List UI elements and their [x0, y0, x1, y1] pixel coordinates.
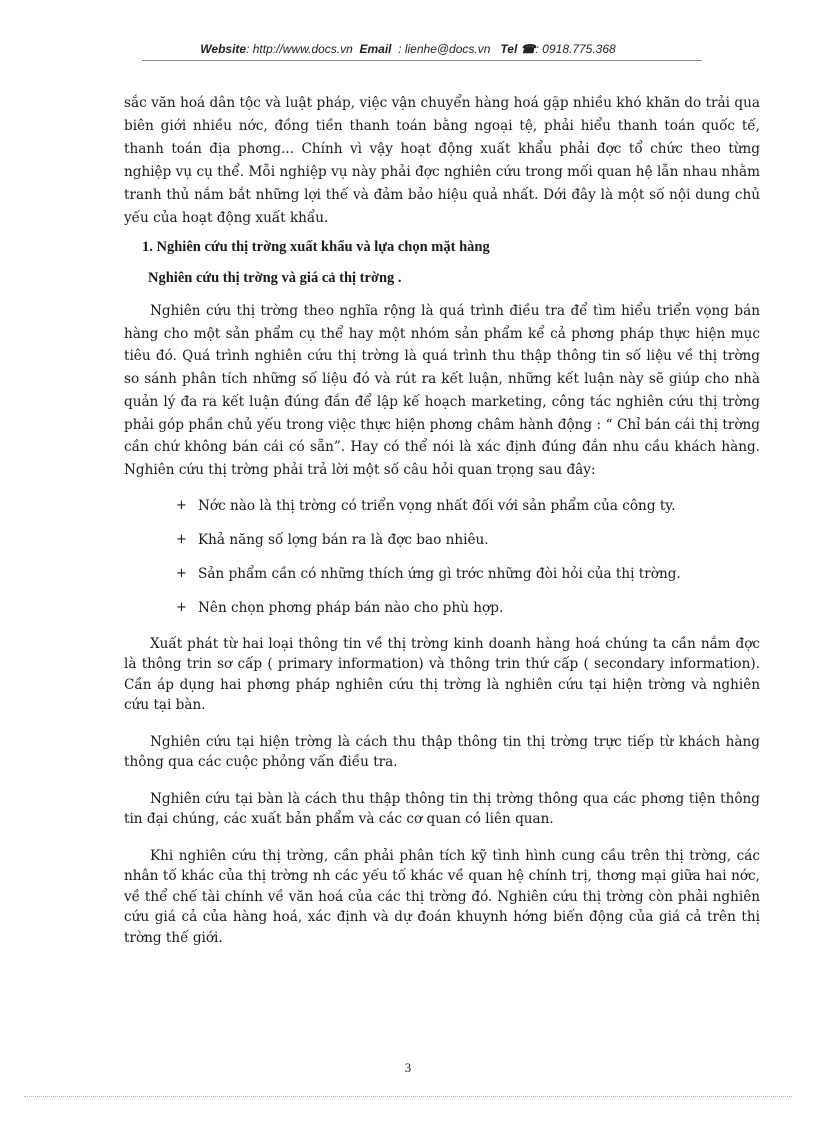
footer-divider	[24, 1096, 792, 1097]
list-item	[176, 598, 760, 618]
subheading: Nghiên cứu thị trờng và giá cả thị trờng .	[148, 270, 402, 286]
tel-label: Tel	[500, 42, 518, 56]
paragraph-market-analysis: Khi nghiên cứu thị trờng, cần phải phân tích kỹ tình hình cung cầu trên thị trờng, các nhân tố khác của thị trờng nh các yếu tố khác về quan hệ chính trị, thơng mại giữa hai nớc, về thể chế tài chính về văn hoá của các thị trờng đó. Nghiên cứu thị trờng còn phải nghiên cứu giá cả của hàng hoá, xác định và dự đoán khuynh hớng biến động của giá cả trên thị trờng thế giới.	[124, 847, 760, 946]
list-item	[176, 496, 760, 516]
bullet-text: Khả năng số lợng bán ra là đợc bao nhiêu.	[198, 531, 489, 548]
bullet-text: Nên chọn phơng pháp bán nào cho phù hợp.	[198, 599, 504, 616]
website-value: : http://www.docs.vn	[246, 42, 353, 56]
bullet-plus-icon: +	[176, 497, 187, 513]
page-number: 3	[404, 1060, 412, 1075]
email-value: : lienhe@docs.vn	[398, 42, 491, 56]
paragraph-research: Nghiên cứu thị trờng theo nghĩa rộng là quá trình điều tra để tìm hiểu triển vọng bán hàng cho một sản phẩm cụ thể hay một nhóm sản phẩm kể cả phơng pháp thực hiện mục tiêu đó. Quá trình nghiên cứu thị trờng là quá trình thu thập thông tin số liệu về thị trờng so sánh phân tích những số liệu đó và rút ra kết luận, những kết luận này sẽ giúp cho nhà quản lý đa ra kết luận đúng đắn để lập kế hoạch marketing, công tác nghiên cứu thị trờng phải góp phần chủ yếu trong việc thực hiện phơng châm hành động : “ Chỉ bán cái thị trờng cần chứ không bán cái có sẵn”. Hay có thể nói là xác định đúng đắn nhu cầu khách hàng. Nghiên cứu thị trờng phải trả lời một số câu hỏi quan trọng sau đây:	[124, 303, 760, 478]
list-item	[176, 530, 760, 550]
paragraph-desk-research: Nghiên cứu tại bàn là cách thu thập thông tin thị trờng thông qua các phơng tiện thông tin đại chúng, các xuất bản phẩm và các cơ quan có liên quan.	[124, 790, 760, 828]
bullet-plus-icon: +	[176, 599, 187, 615]
paragraph-info-types: Xuất phát từ hai loại thông tin về thị trờng kinh doanh hàng hoá chúng ta cần nắm đợc là thông trin sơ cấp ( primary information) và thông trin thứ cấp ( secondary information). Cần áp dụng hai phơng pháp nghiên cứu thị trờng là nghiên cứu tại hiện trờng và nghiên cứu tại bàn.	[124, 635, 760, 714]
document-body	[124, 92, 760, 948]
bullet-plus-icon: +	[176, 531, 187, 547]
phone-icon: ☎	[520, 42, 536, 56]
website-label: Website	[200, 42, 247, 56]
list-item	[176, 564, 760, 584]
header-divider	[142, 60, 702, 61]
section-heading: 1. Nghiên cứu thị trờng xuất khẩu và lựa chọn mặt hàng	[142, 239, 490, 255]
paragraph-intro: sắc văn hoá dân tộc và luật pháp, việc vận chuyển hàng hoá gặp nhiều khó khăn do trải qua biên giới nhiều nớc, đồng tiền thanh toán bằng ngoại tệ, phải hiểu thanh toán quốc tế, thanh toán địa phơng... Chính vì vậy hoạt động xuất khẩu phải đợc tổ chức theo từng nghiệp vụ cụ thể. Mỗi nghiệp vụ này phải đợc nghiên cứu trong mối quan hệ lẫn nhau nhằm tranh thủ nắm bắt những lợi thế và đảm bảo hiệu quả nhất. Dới đây là một số nội dung chủ yếu của hoạt động xuất khẩu.	[124, 95, 760, 226]
bullet-plus-icon: +	[176, 565, 187, 581]
tel-value: : 0918.775.368	[535, 42, 616, 56]
bullet-text: Nớc nào là thị trờng có triển vọng nhất đối với sản phẩm của công ty.	[198, 497, 676, 514]
paragraph-field-research: Nghiên cứu tại hiện trờng là cách thu thập thông tin thị trờng trực tiếp từ khách hàng thông qua các cuộc phỏng vấn điều tra.	[124, 733, 760, 771]
bullet-text: Sản phẩm cần có những thích ứng gì trớc những đòi hỏi của thị trờng.	[198, 565, 681, 582]
page-header	[0, 42, 816, 56]
email-label: Email	[359, 42, 392, 56]
